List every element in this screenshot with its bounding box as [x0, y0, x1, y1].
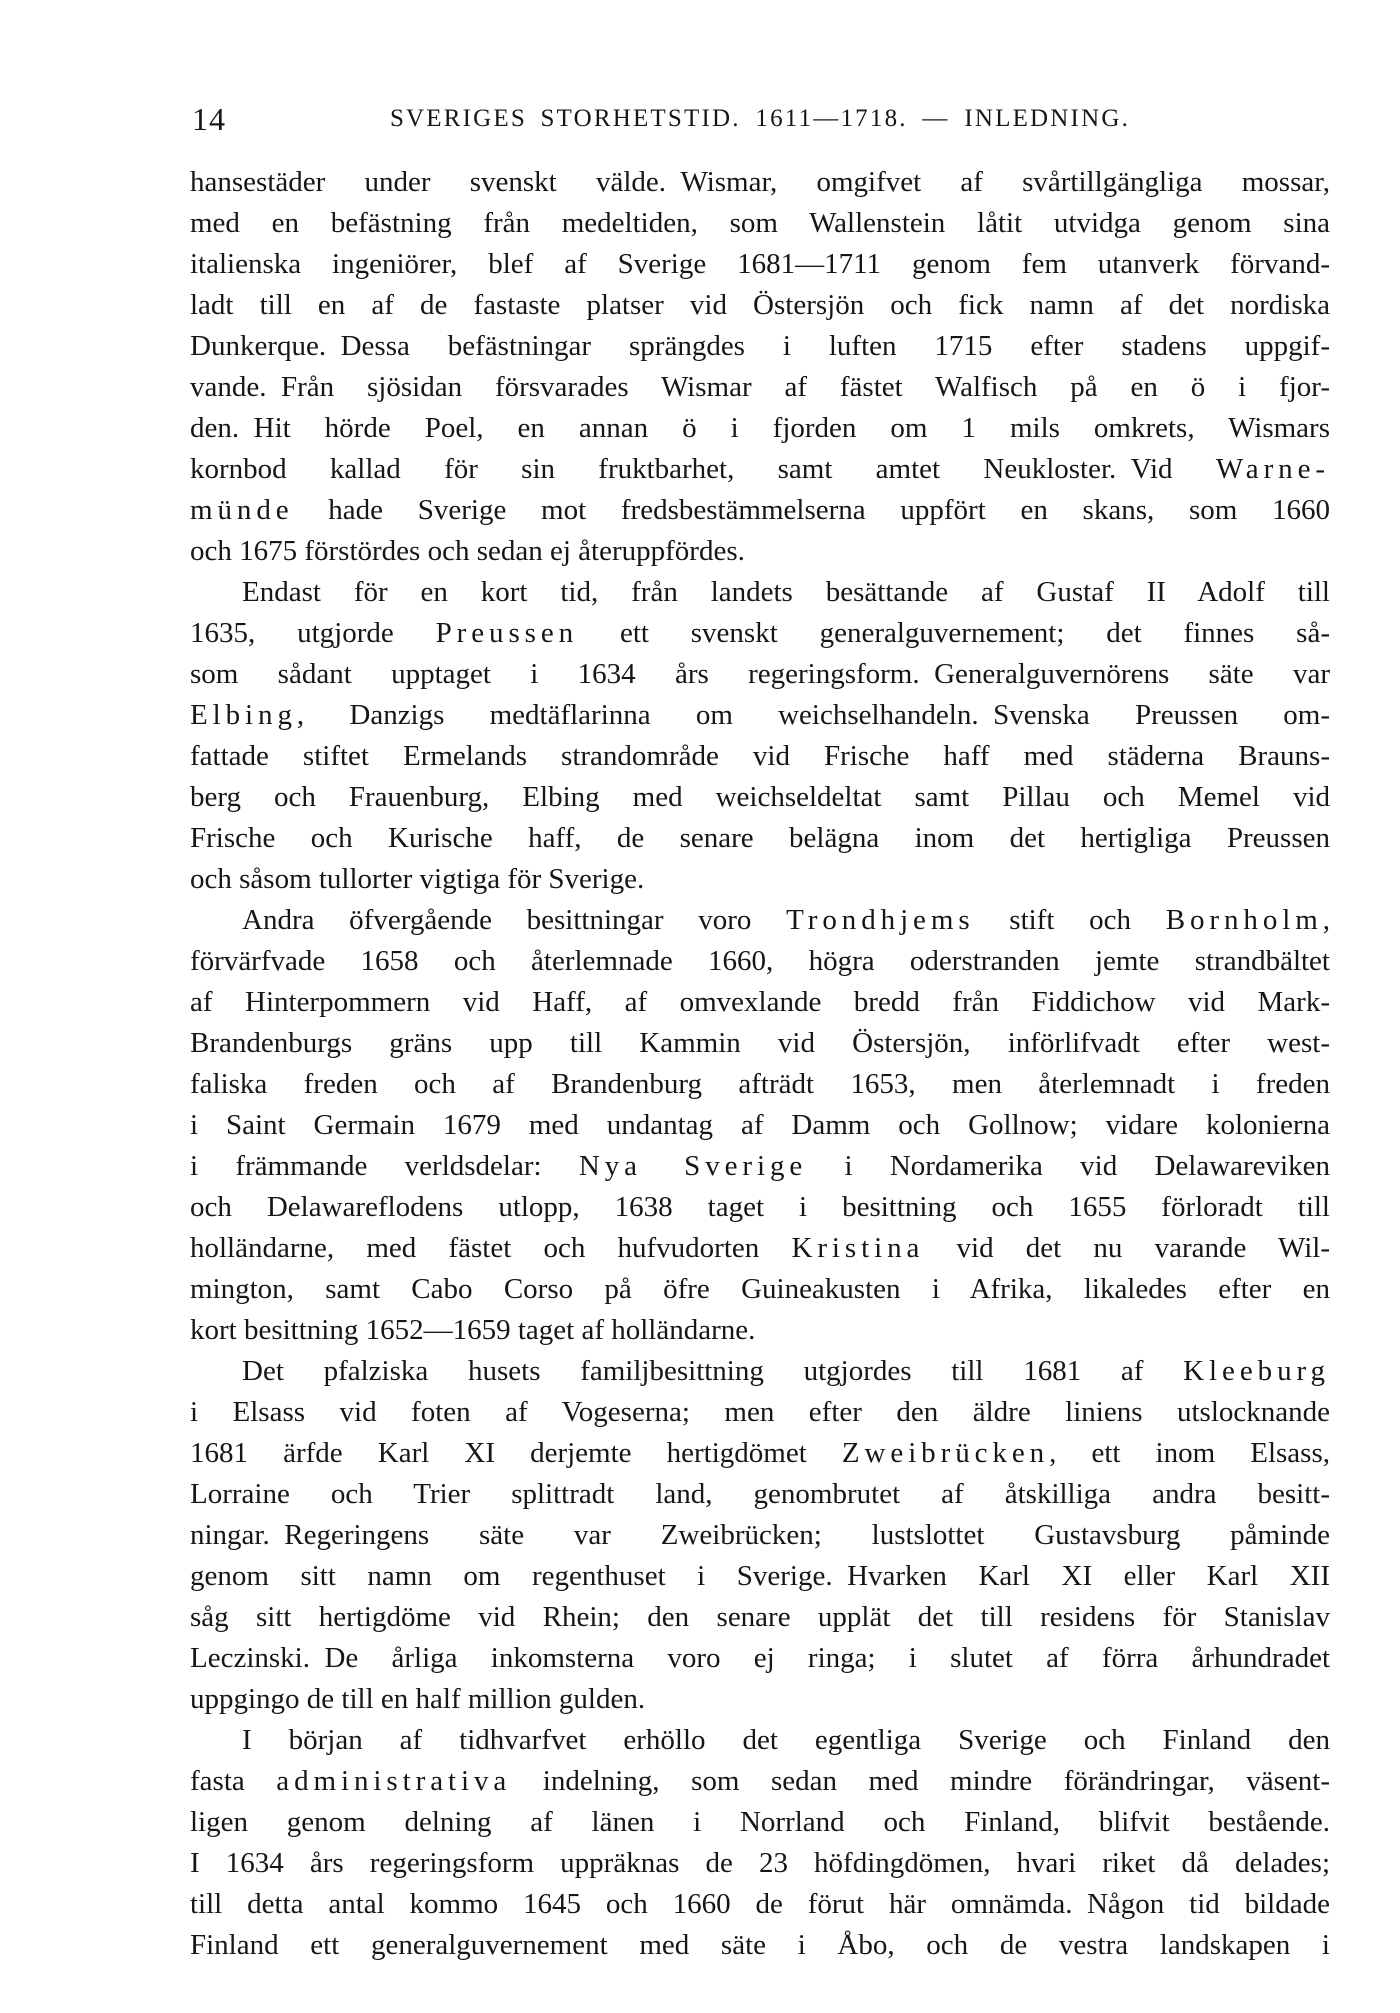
text-segment: Endast för en kort tid, från landets besättande af Gustaf II Adolf till	[242, 576, 1330, 608]
text-segment: Det pfalziska husets familjbesittning utgjordes till 1681 af	[242, 1355, 1184, 1387]
letterspaced-word: Preussen	[435, 617, 579, 649]
text-segment: ladt till en af de fastaste platser vid Östersjön och fick namn af det nordiska	[190, 289, 1330, 321]
letterspaced-word: administrativa	[276, 1765, 512, 1797]
text-line	[190, 1556, 1330, 1597]
text-segment: i främmande verldsdelar:	[190, 1150, 579, 1182]
text-line	[190, 777, 1330, 818]
text-segment: till detta antal kommo 1645 och 1660 de förut här omnämda. Någon tid bildade	[190, 1888, 1330, 1920]
text-segment: Frische och Kurische haff, de senare belägna inom det hertigliga Preussen	[190, 822, 1330, 854]
text-line	[190, 1351, 1330, 1392]
text-segment: den. Hit hörde Poel, en annan ö i fjorden om 1 mils omkrets, Wismars	[190, 412, 1330, 444]
text-segment: stift och	[974, 904, 1166, 936]
text-segment: mington, samt Cabo Corso på öfre Guineakusten i Afrika, likaledes efter en	[190, 1273, 1330, 1305]
text-line	[190, 613, 1330, 654]
text-line	[190, 244, 1330, 285]
text-segment: och 1675 förstördes och sedan ej återuppfördes.	[190, 535, 745, 567]
page-number: 14	[192, 101, 226, 137]
text-segment: som sådant upptaget i 1634 års regeringsform. Generalguvernörens säte var	[190, 658, 1330, 690]
text-segment: vande. Från sjösidan försvarades Wismar af fästet Walfisch på en ö i fjor-	[190, 371, 1330, 403]
text-line	[190, 1023, 1330, 1064]
text-line	[190, 1638, 1330, 1679]
text-segment: ,	[1322, 904, 1330, 936]
letterspaced-word: Nya Sverige	[578, 1150, 808, 1182]
letterspaced-word: münde	[190, 494, 294, 526]
text-line	[190, 203, 1330, 244]
text-line	[190, 736, 1330, 777]
text-segment: italienska ingeniörer, blef af Sverige 1681—1711 genom fem utanverk förvand-	[190, 248, 1330, 280]
text-segment: genom sitt namn om regenthuset i Sverige. Hvarken Karl XI eller Karl XII	[190, 1560, 1330, 1592]
text-line	[190, 1187, 1330, 1228]
text-segment: uppgingo de till en half million gulden.	[190, 1683, 646, 1715]
text-segment: i Elsass vid foten af Vogeserna; men efter den äldre liniens utslocknande	[190, 1396, 1330, 1428]
text-line	[190, 1843, 1330, 1884]
text-segment: 1635, utgjorde	[190, 617, 436, 649]
text-segment: kort besittning 1652—1659 taget af holländarne.	[190, 1314, 756, 1346]
text-segment: Finland ett generalguvernement med säte i Åbo, och de vestra landskapen i	[190, 1929, 1330, 1961]
text-segment: Andra öfvergående besittningar voro	[242, 904, 787, 936]
text-line	[190, 1597, 1330, 1638]
letterspaced-word: Bornholm	[1165, 904, 1323, 936]
text-segment: hansestäder under svenskt välde. Wismar, omgifvet af svårtillgängliga mossar,	[190, 166, 1330, 198]
letterspaced-word: Kleeburg	[1183, 1355, 1330, 1387]
text-line	[190, 572, 1330, 613]
text-line	[190, 900, 1330, 941]
text-line	[190, 490, 1330, 531]
text-line	[190, 1679, 1330, 1720]
text-segment: fattade stiftet Ermelands strandområde vid Frische haff med städerna Brauns-	[190, 740, 1330, 772]
text-segment: I början af tidhvarfvet erhöllo det egentliga Sverige och Finland den	[242, 1724, 1330, 1756]
text-segment: Lorraine och Trier splittradt land, genombrutet af åtskilliga andra besitt-	[190, 1478, 1330, 1510]
text-line	[190, 408, 1330, 449]
text-segment: ligen genom delning af länen i Norrland och Finland, blifvit bestående.	[190, 1806, 1330, 1838]
text-line	[190, 285, 1330, 326]
text-line	[190, 1146, 1330, 1187]
text-line	[190, 449, 1330, 490]
text-segment: , Danzigs medtäflarinna om weichselhandeln. Svenska Preussen om-	[296, 699, 1330, 731]
running-header: SVERIGES STORHETSTID. 1611—1718. — INLEDNING.	[389, 105, 1131, 132]
text-segment: 1681 ärfde Karl XI derjemte hertigdömet	[190, 1437, 842, 1469]
text-line	[190, 695, 1330, 736]
text-line	[190, 531, 1330, 572]
text-line	[190, 162, 1330, 203]
text-segment: förvärfvade 1658 och återlemnade 1660, högra oderstranden jemte strandbältet	[190, 945, 1330, 977]
text-segment: Dunkerque. Dessa befästningar sprängdes i luften 1715 efter stadens uppgif-	[190, 330, 1330, 362]
text-segment: vid det nu varande Wil-	[924, 1232, 1331, 1264]
text-line	[190, 982, 1330, 1023]
text-segment: ett svenskt generalguvernement; det finnes så-	[578, 617, 1330, 649]
letterspaced-word: Kristina	[791, 1232, 925, 1264]
text-segment: berg och Frauenburg, Elbing med weichseldeltat samt Pillau och Memel vid	[190, 781, 1330, 813]
text-line	[190, 1802, 1330, 1843]
text-segment: och Delawareflodens utlopp, 1638 taget i besittning och 1655 förloradt till	[190, 1191, 1330, 1223]
text-segment: fasta	[190, 1765, 277, 1797]
text-line	[190, 1720, 1330, 1761]
text-segment: faliska freden och af Brandenburg afträdt 1653, men återlemnadt i freden	[190, 1068, 1330, 1100]
text-line	[190, 859, 1330, 900]
text-line	[190, 1761, 1330, 1802]
text-segment: , ett inom Elsass,	[1049, 1437, 1330, 1469]
text-segment: af Hinterpommern vid Haff, af omvexlande bredd från Fiddichow vid Mark-	[190, 986, 1330, 1018]
letterspaced-word: Trondhjems	[786, 904, 975, 936]
text-line	[190, 367, 1330, 408]
text-line	[190, 1474, 1330, 1515]
text-line	[190, 1228, 1330, 1269]
letterspaced-word: Warne-	[1215, 453, 1330, 485]
text-segment: kornbod kallad för sin fruktbarhet, samt amtet Neukloster. Vid	[190, 453, 1216, 485]
text-line	[190, 1925, 1330, 1966]
text-segment: Brandenburgs gräns upp till Kammin vid Östersjön, införlifvadt efter west-	[190, 1027, 1330, 1059]
text-segment: indelning, som sedan med mindre förändringar, väsent-	[511, 1765, 1331, 1797]
page-header-row	[190, 100, 1330, 142]
text-line	[190, 941, 1330, 982]
text-line	[190, 1433, 1330, 1474]
text-segment: i Saint Germain 1679 med undantag af Damm och Gollnow; vidare kolonierna	[190, 1109, 1330, 1141]
text-line	[190, 1310, 1330, 1351]
text-segment: med en befästning från medeltiden, som Wallenstein låtit utvidga genom sina	[190, 207, 1330, 239]
text-line	[190, 1105, 1330, 1146]
text-line	[190, 1392, 1330, 1433]
body-text	[190, 162, 1330, 1966]
text-segment: ningar. Regeringens säte var Zweibrücken; lustslottet Gustavsburg påminde	[190, 1519, 1330, 1551]
text-segment: Leczinski. De årliga inkomsterna voro ej ringa; i slutet af förra århundradet	[190, 1642, 1330, 1674]
text-line	[190, 654, 1330, 695]
text-line	[190, 1884, 1330, 1925]
text-line	[190, 1269, 1330, 1310]
text-line	[190, 818, 1330, 859]
text-line	[190, 1515, 1330, 1556]
text-segment: i Nordamerika vid Delawareviken	[807, 1150, 1330, 1182]
letterspaced-word: Elbing	[190, 699, 297, 731]
text-segment: såg sitt hertigdöme vid Rhein; den senare upplät det till residens för Stanislav	[190, 1601, 1330, 1633]
text-segment: och såsom tullorter vigtiga för Sverige.	[190, 863, 645, 895]
text-line	[190, 326, 1330, 367]
text-segment: holländarne, med fästet och hufvudorten	[190, 1232, 792, 1264]
text-line	[190, 1064, 1330, 1105]
text-segment: I 1634 års regeringsform uppräknas de 23 höfdingdömen, hvari riket då delades;	[190, 1847, 1330, 1879]
text-segment: hade Sverige mot fredsbestämmelserna uppfört en skans, som 1660	[293, 494, 1330, 526]
letterspaced-word: Zweibrücken	[841, 1437, 1050, 1469]
